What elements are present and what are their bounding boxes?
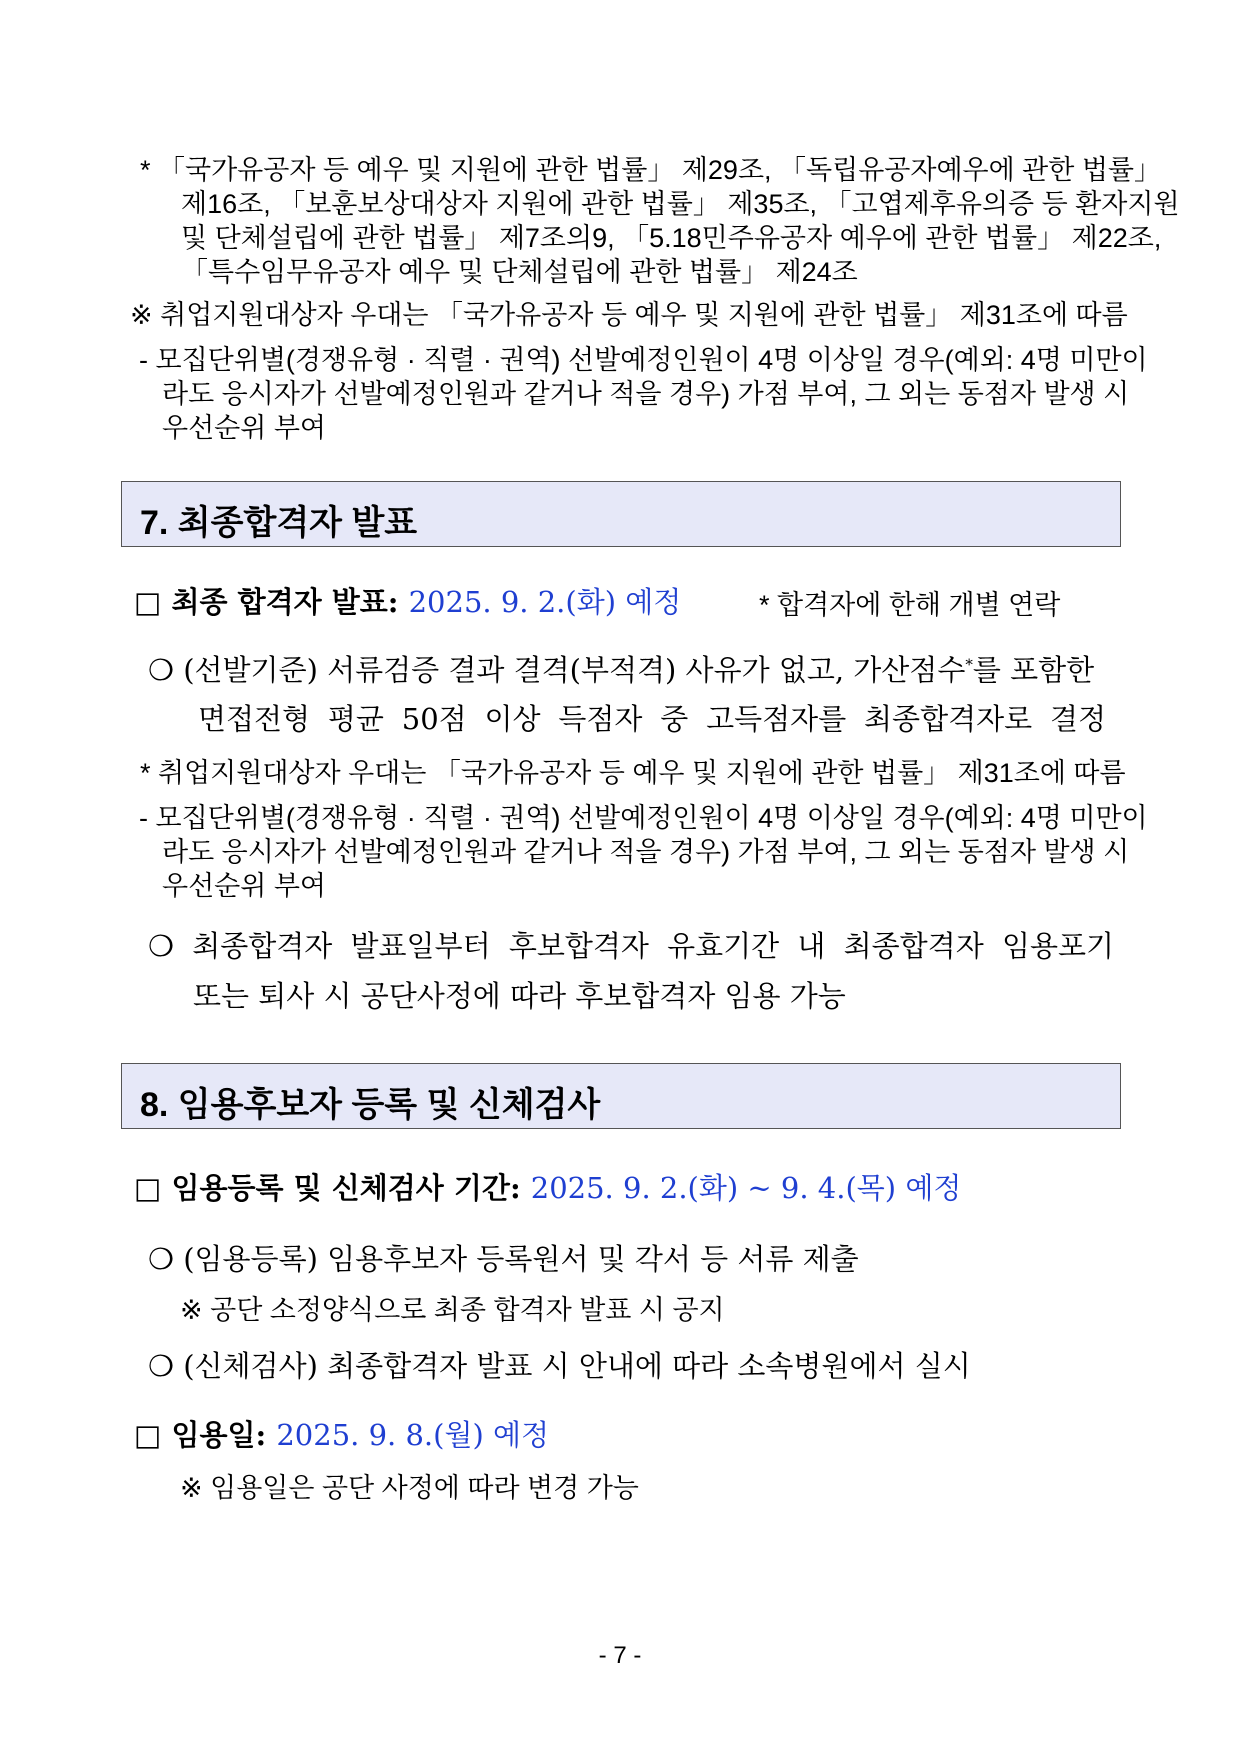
appointment-note: ※ 임용일은 공단 사정에 따라 변경 가능	[180, 1473, 639, 1503]
section7-dash-line-1: - 모집단위별(경쟁유형 · 직렬 · 권역) 선발예정인원이 4명 이상일 경우(예외: 4명 미만이	[139, 803, 1148, 833]
footnote-line-3: 및 단체설립에 관한 법률」 제7조의9, 「5.18민주유공자 예우에 관한 법률」 제22조,	[181, 223, 1162, 253]
criteria-text-end: 를 포함한	[972, 653, 1095, 687]
medical-line: ❍ (신체검사) 최종합격자 발표 시 안내에 따라 소속병원에서 실시	[148, 1349, 971, 1383]
appointment-date: 2025. 9. 8.(월) 예정	[276, 1418, 550, 1452]
criteria-text: ❍ (선발기준) 서류검증 결과 결격(부적격) 사유가 없고, 가산점수	[148, 653, 966, 687]
preference-note: ※ 취업지원대상자 우대는 「국가유공자 등 예우 및 지원에 관한 법률」 제31조에 따름	[130, 300, 1128, 330]
registration-line: ❍ (임용등록) 임용후보자 등록원서 및 각서 등 서류 제출	[148, 1242, 859, 1276]
section7-dash-line-2: 라도 응시자가 선발예정인원과 같거나 적을 경우) 가점 부여, 그 외는 동점자 발생 시	[162, 837, 1130, 867]
reserve-line-1: ❍ 최종합격자 발표일부터 후보합격자 유효기간 내 최종합격자 임용포기	[148, 929, 1114, 963]
appointment-label: □ 임용일:	[134, 1418, 277, 1452]
page-number: - 7 -	[598, 1642, 642, 1669]
announcement-label: □ 최종 합격자 발표:	[134, 585, 409, 619]
section7-dash-line-3: 우선순위 부여	[162, 871, 326, 901]
dash-line-2: 라도 응시자가 선발예정인원과 같거나 적을 경우) 가점 부여, 그 외는 동점자 발생 시	[162, 379, 1130, 409]
section-7-title: 7. 최종합격자 발표	[140, 504, 418, 542]
reserve-line-2: 또는 퇴사 시 공단사정에 따라 후보합격자 임용 가능	[193, 979, 846, 1013]
section-7-header	[121, 481, 1121, 547]
period-date: 2025. 9. 2.(화) ~ 9. 4.(목) 예정	[530, 1171, 962, 1205]
appointment-row	[134, 1413, 549, 1454]
section-8-header	[121, 1063, 1121, 1129]
announcement-row	[134, 580, 681, 621]
section-8-title: 8. 임용후보자 등록 및 신체검사	[140, 1086, 601, 1124]
registration-note: ※ 공단 소정양식으로 최종 합격자 발표 시 공지	[180, 1295, 725, 1325]
announcement-date: 2025. 9. 2.(화) 예정	[408, 585, 682, 619]
footnote-line-2: 제16조, 「보훈보상대상자 지원에 관한 법률」 제35조, 「고엽제후유의증 등 환자지원	[181, 189, 1180, 219]
period-row	[134, 1166, 961, 1207]
dash-line-3: 우선순위 부여	[162, 413, 326, 443]
period-label: □ 임용등록 및 신체검사 기간:	[134, 1171, 531, 1205]
dash-line-1: - 모집단위별(경쟁유형 · 직렬 · 권역) 선발예정인원이 4명 이상일 경우(예외: 4명 미만이	[139, 345, 1148, 375]
section7-pref-note: * 취업지원대상자 우대는 「국가유공자 등 예우 및 지원에 관한 법률」 제31조에 따름	[140, 758, 1126, 788]
announcement-note: * 합격자에 한해 개별 연락	[759, 590, 1061, 620]
criteria-footnote-mark: *	[965, 655, 973, 674]
criteria-line-2: 면접전형 평균 50점 이상 득점자 중 고득점자를 최종합격자로 결정	[198, 702, 1106, 736]
criteria-line-1	[148, 648, 1094, 689]
footnote-line-4: 「특수임무유공자 예우 및 단체설립에 관한 법률」 제24조	[181, 257, 858, 287]
footnote-line-1: * 「국가유공자 등 예우 및 지원에 관한 법률」 제29조, 「독립유공자예우에 관한 법률」	[140, 155, 1162, 185]
